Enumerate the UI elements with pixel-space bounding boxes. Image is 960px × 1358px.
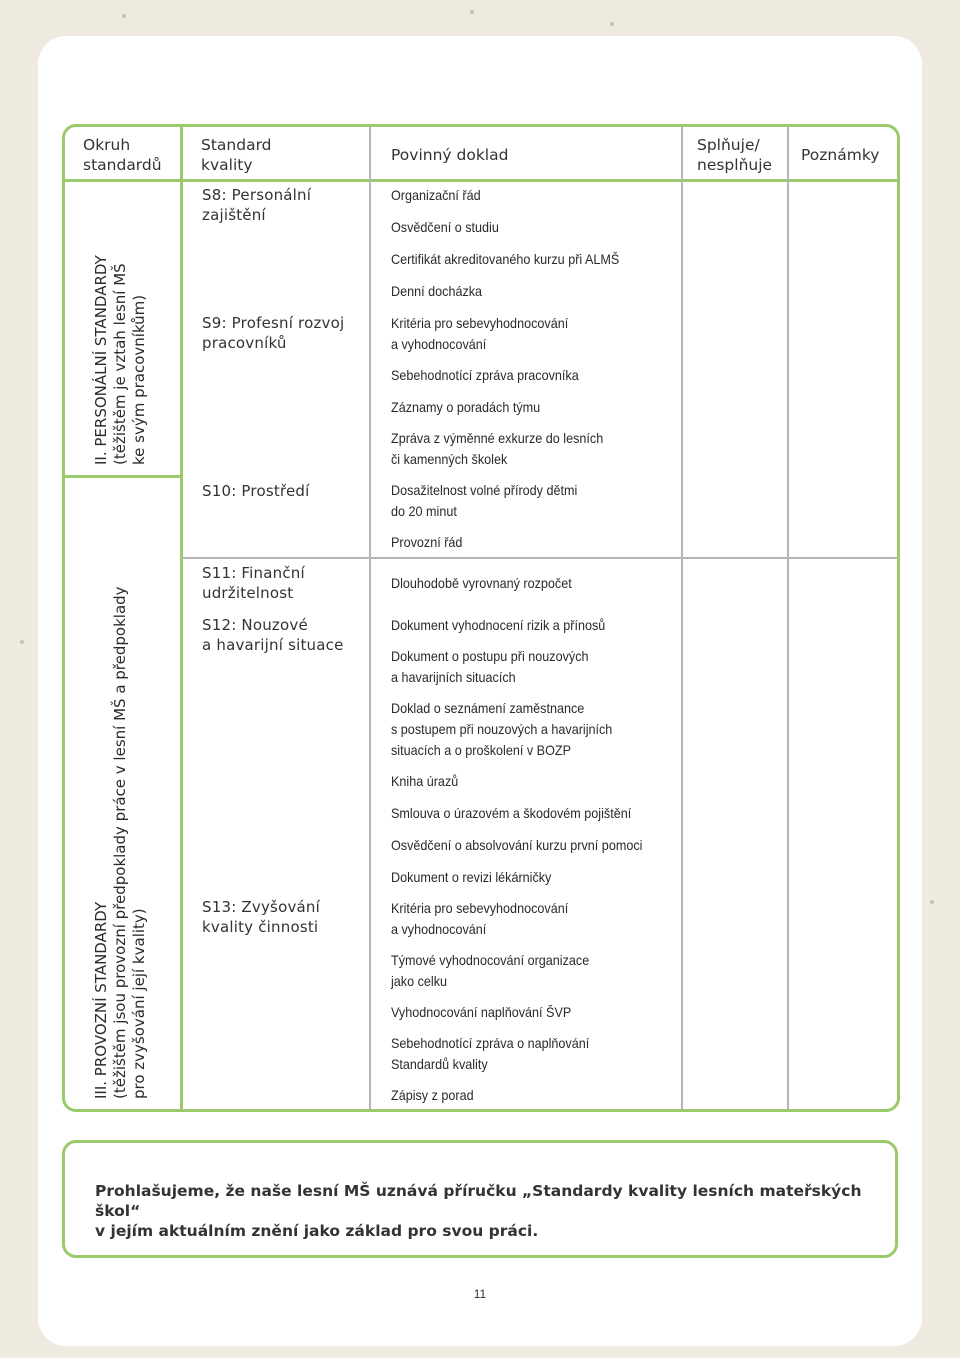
- standards-table: [62, 124, 900, 1112]
- doc-item: Dokument o postupu při nouzových a havarijních situacích: [391, 648, 589, 685]
- header-doklad: Povinný doklad: [391, 146, 509, 164]
- doc-item: Zpráva z výměnné exkurze do lesních či kamenných školek: [391, 430, 604, 467]
- doc-item: Týmové vyhodnocování organizace jako celku: [391, 952, 590, 989]
- standard-s10: S10: Prostředí: [202, 482, 310, 500]
- doc-item: Certifikát akreditovaného kurzu při ALMŠ: [391, 251, 620, 267]
- section-provoz-label: III. PROVOZNÍ STANDARDY (těžištěm jsou provozní předpoklady práce v lesní MŠ a předpoklady pro zvyšování její kvality): [92, 586, 148, 1099]
- standard-s8: S8: Personální zajištění: [202, 186, 312, 224]
- section-divider: [65, 475, 181, 478]
- header-splnuje: Splňuje/ nesplňuje: [697, 136, 773, 174]
- doc-item: Zápisy z porad: [391, 1087, 474, 1103]
- declaration-box: [62, 1140, 898, 1258]
- doc-item: Dokument vyhodnocení rizik a přínosů: [391, 617, 606, 633]
- decor-dot: [20, 640, 24, 644]
- header-poznamky: Poznámky: [801, 146, 880, 164]
- doc-item: Sebehodnotící zpráva pracovníka: [391, 367, 579, 383]
- standard-s12: S12: Nouzové a havarijní situace: [202, 616, 344, 654]
- doc-item: Denní docházka: [391, 283, 483, 299]
- column-divider-doklad: [681, 127, 683, 1109]
- standard-s13: S13: Zvyšování kvality činnosti: [202, 898, 320, 936]
- doc-item: Smlouva o úrazovém a škodovém pojištění: [391, 805, 632, 821]
- decor-dot: [470, 10, 474, 14]
- doc-item: Dokument o revizi lékárničky: [391, 869, 552, 885]
- column-divider-okruh: [180, 127, 183, 1109]
- column-divider-splnuje: [787, 127, 789, 1109]
- doc-item: Doklad o seznámení zaměstnance s postupem při nouzových a havarijních situacích a o proškolení v BOZP: [391, 700, 613, 758]
- decor-dot: [610, 22, 614, 26]
- doc-item: Dosažitelnost volné přírody dětmi do 20 minut: [391, 482, 578, 519]
- doc-item: Kniha úrazů: [391, 773, 459, 789]
- row-divider: [181, 557, 897, 559]
- declaration-text: Prohlašujeme, že naše lesní MŠ uznává příručku „Standardy kvality lesních mateřských škol“ v jejím aktuálním znění jako základ pro svou práci.: [95, 1182, 862, 1240]
- page-number: 11: [473, 1287, 487, 1301]
- doc-item: Kritéria pro sebevyhodnocování a vyhodnocování: [391, 315, 569, 352]
- header-okruh: Okruh standardů: [83, 136, 162, 174]
- decor-dot: [122, 14, 126, 18]
- doc-item: Provozní řád: [391, 534, 463, 550]
- standard-s9: S9: Profesní rozvoj pracovníků: [202, 314, 345, 352]
- doc-item: Vyhodnocování naplňování ŠVP: [391, 1004, 572, 1020]
- doc-item: Záznamy o poradách týmu: [391, 399, 541, 415]
- section-personal-label: II. PERSONÁLNÍ STANDARDY (těžištěm je vztah lesní MŠ ke svým pracovníkům): [92, 255, 148, 465]
- standard-s11: S11: Finanční udržitelnost: [202, 564, 305, 602]
- doc-item: Dlouhodobě vyrovnaný rozpočet: [391, 575, 572, 591]
- doc-item: Osvědčení o studiu: [391, 219, 499, 235]
- doc-item: Organizační řád: [391, 187, 481, 203]
- doc-item: Sebehodnotící zpráva o naplňování Standardů kvality: [391, 1035, 590, 1072]
- column-divider-standard: [369, 127, 371, 1109]
- doc-item: Kritéria pro sebevyhodnocování a vyhodnocování: [391, 900, 569, 937]
- decor-dot: [930, 900, 934, 904]
- header-standard: Standard kvality: [201, 136, 272, 174]
- doc-item: Osvědčení o absolvování kurzu první pomoci: [391, 837, 643, 853]
- header-divider: [65, 179, 897, 182]
